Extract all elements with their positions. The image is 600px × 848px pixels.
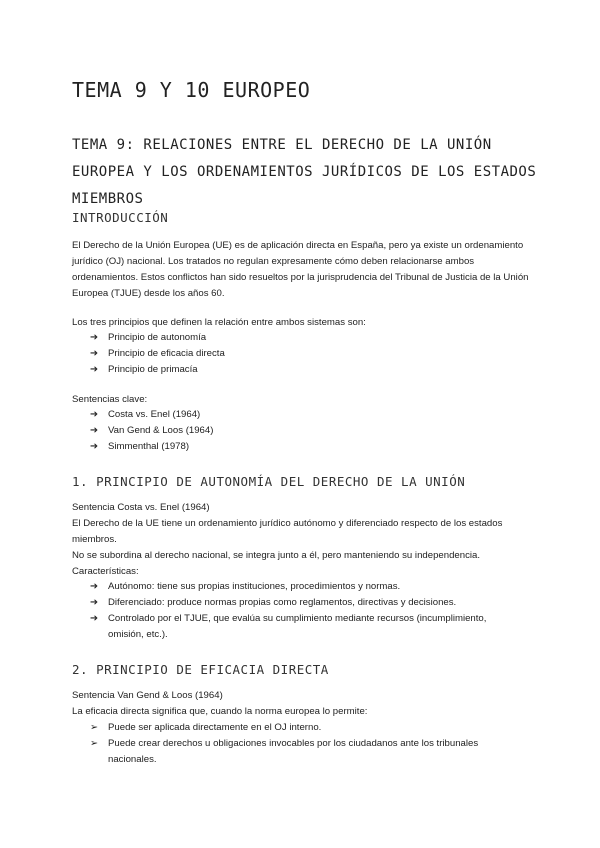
- arrow-icon: ➔: [90, 409, 99, 420]
- list-item: ➔ Principio de autonomía: [90, 330, 530, 346]
- list-item: ➢ Puede ser aplicada directamente en el OJ interno.: [90, 720, 510, 736]
- section1-p1: El Derecho de la UE tiene un ordenamiento jurídico autónomo y diferenciado respecto de los estados miembros.: [72, 518, 503, 545]
- arrow-icon: ➔: [90, 440, 99, 452]
- arrow-icon: ➔: [90, 424, 99, 436]
- arrow-icon: ➔: [90, 596, 99, 608]
- principles-lead: Los tres principios que definen la relación entre ambos sistemas son:: [72, 317, 366, 328]
- arrow-icon: ➔: [90, 612, 99, 624]
- features-list: [90, 579, 510, 643]
- cases-lead: Sentencias clave:: [72, 394, 148, 405]
- features-lead: Características:: [72, 566, 139, 577]
- cases-list: [90, 407, 530, 455]
- arrow-icon: ➔: [90, 347, 99, 359]
- section2-heading: 2. PRINCIPIO DE EFICACIA DIRECTA: [72, 662, 329, 677]
- section2-case: Sentencia Van Gend & Loos (1964): [72, 690, 223, 701]
- list-item: ➔ Costa vs. Enel (1964): [90, 407, 530, 423]
- list-item: ➔ Simmenthal (1978): [90, 439, 530, 455]
- list-item: ➔ Principio de eficacia directa: [90, 346, 530, 362]
- tema9-heading: TEMA 9: RELACIONES ENTRE EL DERECHO DE LA UNIÓN EUROPEA Y LOS ORDENAMIENTOS JURÍDICOS DE LOS ESTADOS MIEMBROS: [72, 137, 537, 207]
- section2-lead: La eficacia directa significa que, cuando la norma europea lo permite:: [72, 706, 368, 717]
- pointer-icon: ➢: [90, 737, 99, 749]
- list-item: ➔ Principio de primacía: [90, 362, 530, 378]
- list-item: ➔ Van Gend & Loos (1964): [90, 423, 530, 439]
- document-title: TEMA 9 Y 10 EUROPEO: [72, 78, 311, 102]
- pointer-icon: ➢: [90, 722, 99, 733]
- intro-paragraph: El Derecho de la Unión Europea (UE) es de aplicación directa en España, pero ya existe un ordenamiento jurídico (OJ) nacional. Los tratados no regulan expresamente cómo deben relacionarse ambos ordenamientos. Estos conflictos han sido resueltos por la jurisprudencia del Tribunal de Justicia de la Unión Europea (TJUE) desde los años 60.: [72, 240, 529, 299]
- arrow-icon: ➔: [90, 332, 99, 343]
- section1-p2: No se subordina al derecho nacional, se integra junto a él, pero manteniendo su independencia.: [72, 550, 481, 561]
- section2-list: [90, 720, 510, 768]
- list-item: ➢ Puede crear derechos u obligaciones invocables por los ciudadanos ante los tribunales nacionales.: [90, 737, 479, 765]
- intro-heading: INTRODUCCIÓN: [72, 210, 169, 225]
- principles-list: [90, 330, 530, 378]
- section1-heading: 1. PRINCIPIO DE AUTONOMÍA DEL DERECHO DE LA UNIÓN: [72, 474, 466, 489]
- list-item: ➔ Diferenciado: produce normas propias como reglamentos, directivas y decisiones.: [90, 595, 510, 611]
- list-item: ➔ Controlado por el TJUE, que evalúa su cumplimiento mediante recursos (incumplimiento, omisión, etc.).: [90, 612, 487, 640]
- arrow-icon: ➔: [90, 581, 99, 592]
- section1-case: Sentencia Costa vs. Enel (1964): [72, 502, 210, 513]
- arrow-icon: ➔: [90, 363, 99, 375]
- list-item: ➔ Autónomo: tiene sus propias instituciones, procedimientos y normas.: [90, 579, 510, 595]
